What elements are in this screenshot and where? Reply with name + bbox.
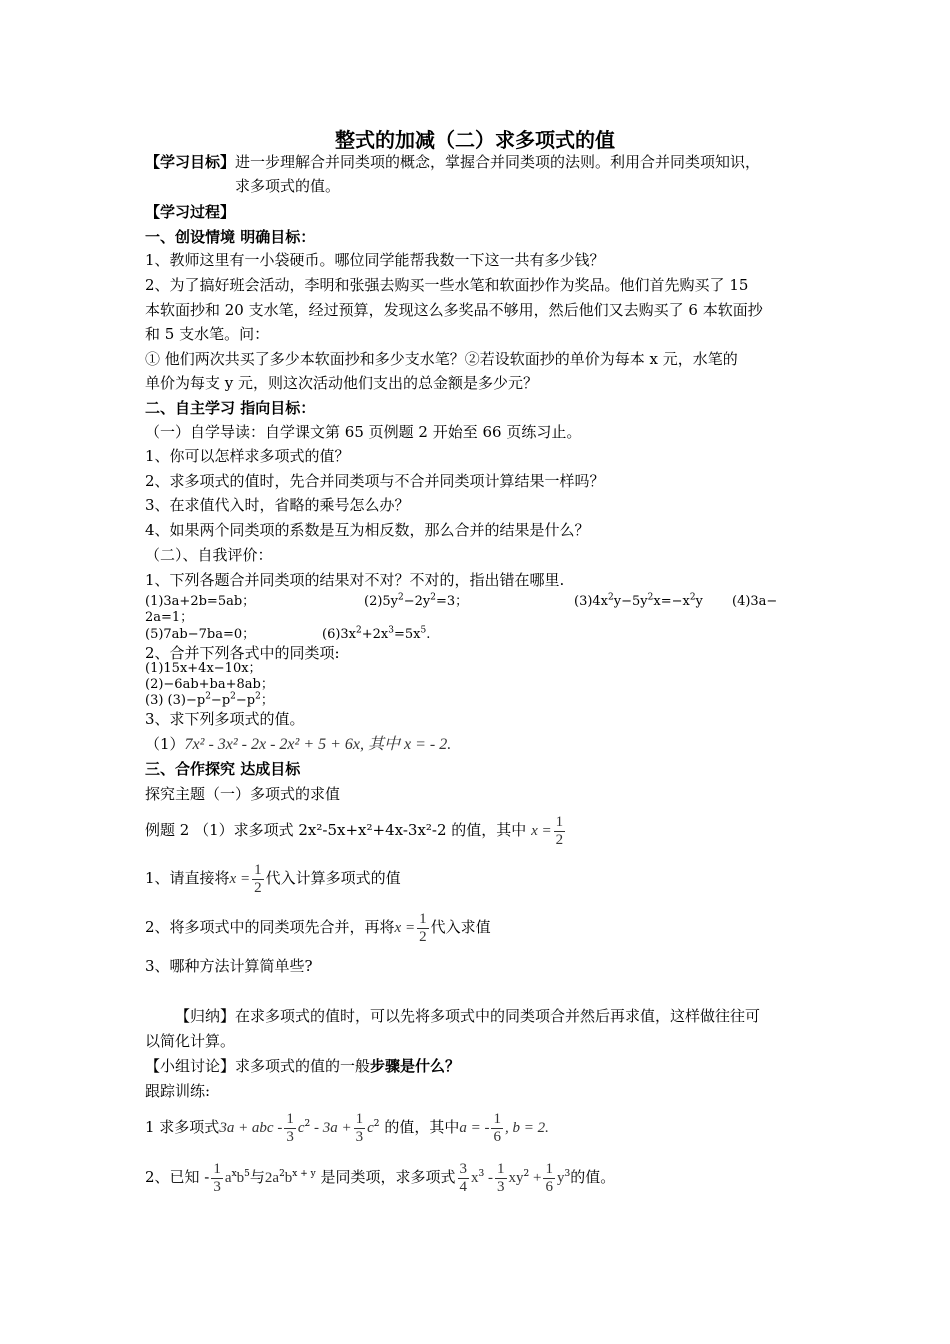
track-exercise2: 2、已知 - $\frac{1}{3}$ $a^xb^5$与$2a^2b^{x + y}$ 是同类项，求多项式 $\frac{3}{4}$ $x^3$ - $\frac{1}{3}$ $xy^2$ + $\frac{1}{6}$ $y^3$的值。 [145,1160,616,1195]
s2-exercise2: 2、合并下列各式中的同类项: [145,644,340,662]
ex1-item-cont: 2a=1； [145,610,194,625]
s2-self-eval: （二）、自我评价： [145,546,273,564]
summary-cont: 以简化计算。 [145,1032,236,1050]
s1-line: ① 他们两次共买了多少本软面抄和多少支水笔？②若设软面抄的单价为每本 x 元，水笔的 [145,350,738,368]
track-exercise1: 1 求多项式3a + abc - $\frac{1}{3}$ $c^2 - 3a$ + $\frac{1}{3}$ $c^2$ 的值，其中a = - $\frac{1}{6}$ , b = 2. [145,1110,549,1145]
ex2-item: (2)−6ab+ba+8ab； [145,677,274,692]
s3-example: 例题 2 （1）求多项式 2x²-5x+x²+4x-3x²-2 的值，其中 x = $\frac{1}{2}$ [145,813,564,848]
s3-question: 1、请直接将x = $\frac{1}{2}$ 代入计算多项式的值 [145,861,401,896]
s2-question: 4、如果两个同类项的系数是互为相反数，那么合并的结果是什么？ [145,521,590,539]
learning-goal-cont: 求多项式的值。 [235,177,341,195]
ex2-item: (1)15x+4x−10x； [145,661,262,676]
ex1-item: $(3)4x^2y-5y^2x=-x^2y$ [574,592,703,609]
ex1-item: (4)3a− [732,594,778,609]
s2-exercise3: 3、求下列多项式的值。 [145,710,305,728]
summary: 【归纳】在求多项式的值时，可以先将多项式中的同类项合并然后再求值，这样做往往可 [175,1007,761,1025]
s2-question: 2、求多项式的值时，先合并同类项与不合并同类项计算结果一样吗？ [145,472,605,490]
group-discussion: 【小组讨论】求多项式的值的一般步骤是什么？ [145,1057,461,1075]
s2-exercise1: 1、下列各题合并同类项的结果对不对？不对的，指出错在哪里. [145,571,565,589]
s2-question: 3、在求值代入时，省略的乘号怎么办？ [145,496,410,514]
process-label: 【学习过程】 [145,203,236,221]
s1-line: 单价为每支 y 元，则这次活动他们支出的总金额是多少元？ [145,374,539,392]
section3-heading: 三、合作探究 达成目标 [145,760,301,778]
tracking-label: 跟踪训练: [145,1082,211,1100]
s1-line: 和 5 支水笔。问： [145,325,270,343]
ex2-item: (3) $(3)-p^2-p^2-p^2$； [145,691,274,708]
section2-heading: 二、自主学习 指向目标： [145,399,316,417]
ex1-item: $(2)5y^2-2y^2=3$； [364,592,469,609]
s2-guide: （一）自学导读：自学课文第 65 页例题 2 开始至 66 页练习止。 [145,423,582,441]
s3-question: 2、将多项式中的同类项先合并，再将x = $\frac{1}{2}$ 代入求值 [145,910,491,945]
s1-line: 本软面抄和 20 支水笔，经过预算，发现这么多奖品不够用，然后他们又去购买了 6 本软面抄 [145,301,763,319]
s1-line: 1、教师这里有一小袋硬币。哪位同学能帮我数一下这一共有多少钱？ [145,251,605,269]
ex3-item: （1）7x² - 3x² - 2x - 2x² + 5 + 6x, 其中 x = - 2. [145,735,452,753]
page-title: 整式的加减（二）求多项式的值 [335,128,615,152]
learning-goal: 【学习目标】进一步理解合并同类项的概念，掌握合并同类项的法则。利用合并同类项知识， [145,153,761,171]
s3-topic: 探究主题（一）多项式的求值 [145,785,341,803]
s3-question: 3、哪种方法计算简单些? [145,957,313,975]
s2-question: 1、你可以怎样求多项式的值？ [145,447,350,465]
ex1-item: (1)3a+2b=5ab； [145,594,256,609]
ex1-item: $(6)3x^2+2x^3=5x^5$. [322,625,431,642]
section1-heading: 一、创设情境 明确目标： [145,228,316,246]
s1-line: 2、为了搞好班会活动，李明和张强去购买一些水笔和软面抄作为奖品。他们首先购买了 15 [145,276,749,294]
ex1-item: (5)7ab−7ba=0； [145,627,256,642]
